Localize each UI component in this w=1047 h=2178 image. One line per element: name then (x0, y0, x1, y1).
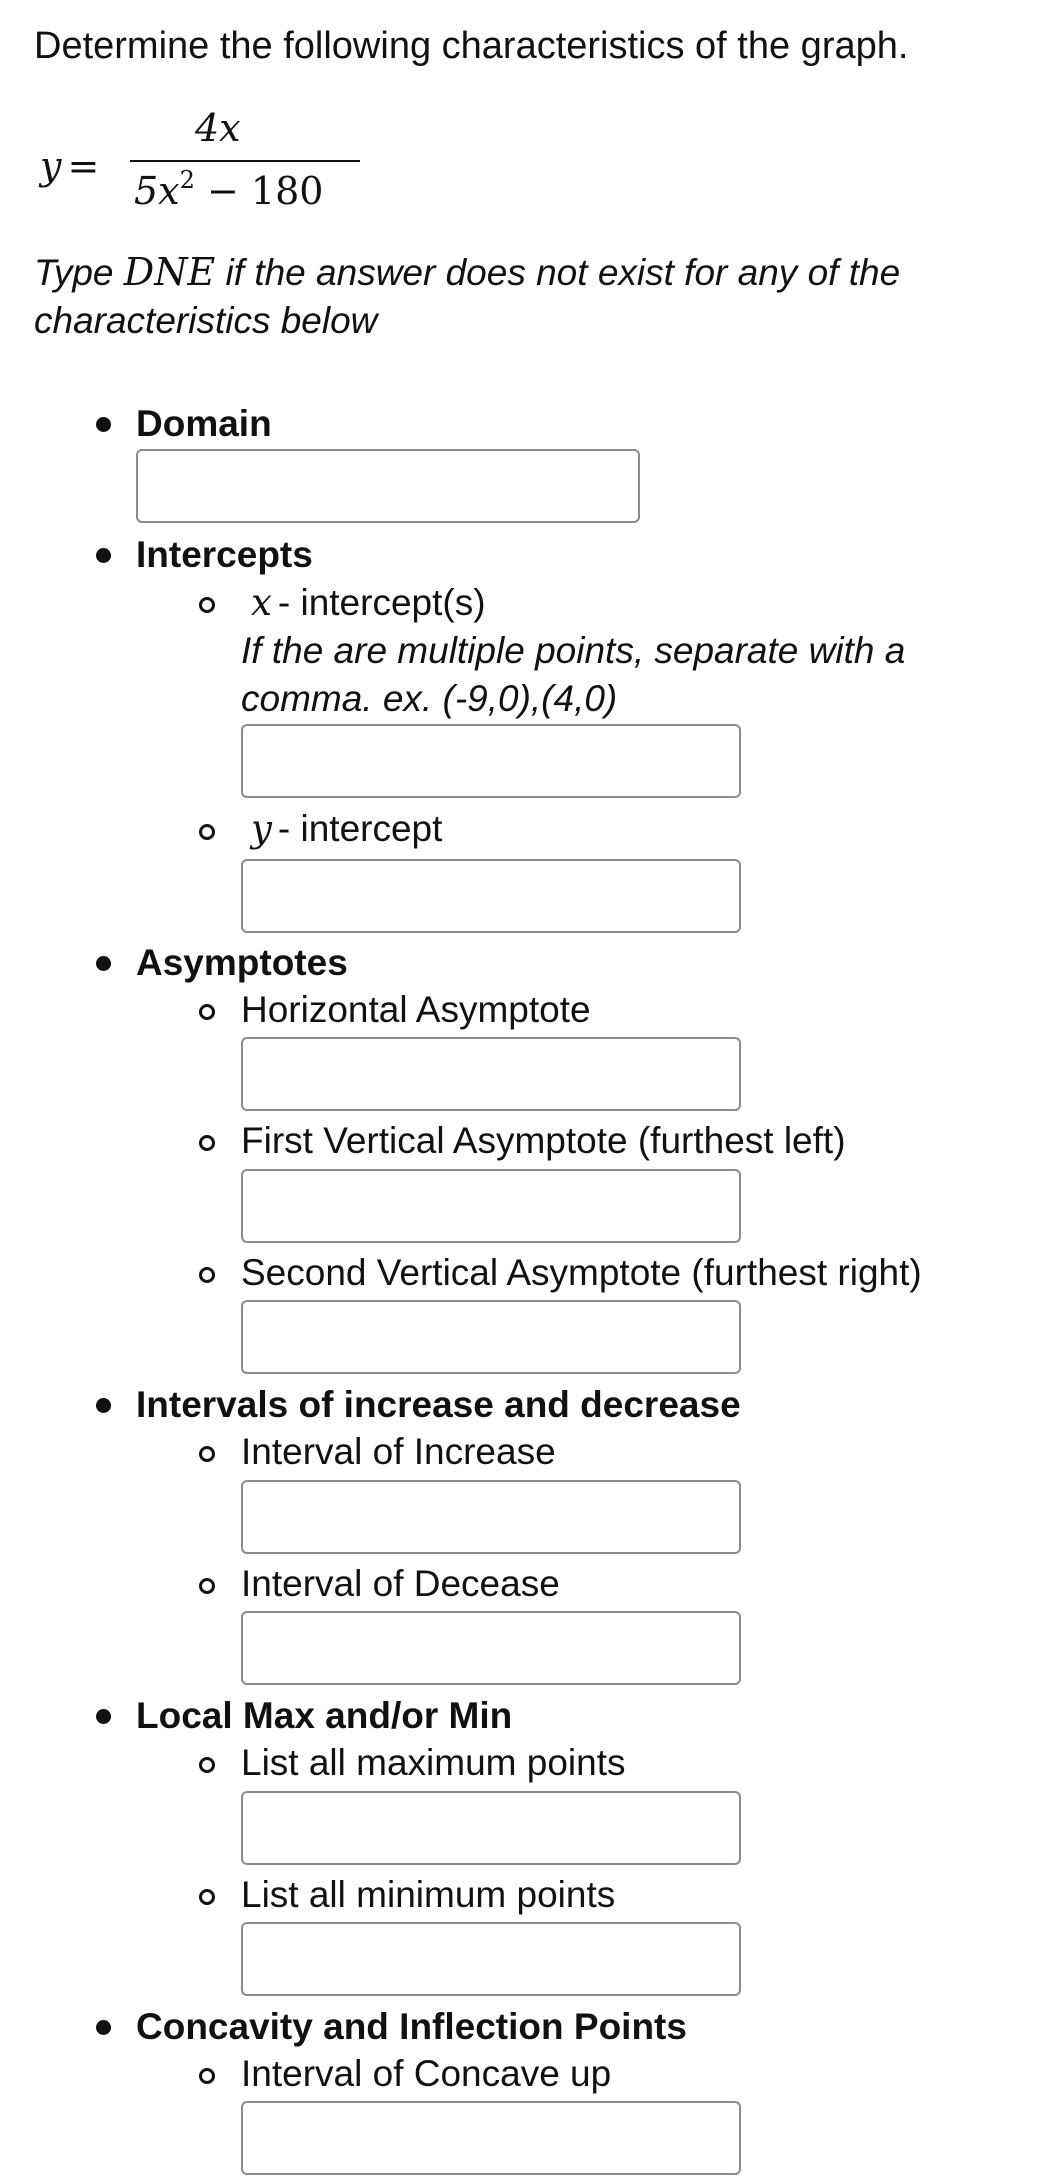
problem-prompt: Determine the following characteristics of the graph. (34, 25, 909, 67)
y-intercept-label-text: - intercept (277, 808, 443, 849)
bullet-intercepts (96, 548, 111, 563)
first-vertical-asymptote-label: First Vertical Asymptote (furthest left) (241, 1120, 846, 1161)
bullet-local-extrema (96, 1709, 111, 1724)
section-title-intercepts: Intercepts (136, 534, 313, 575)
sub-bullet-x-intercept (199, 597, 215, 613)
x-intercept-label-text: - intercept(s) (277, 582, 486, 623)
denominator-base: 5x (134, 169, 180, 213)
bullet-domain (96, 417, 111, 432)
horizontal-asymptote-label: Horizontal Asymptote (241, 989, 591, 1030)
x-variable: x (251, 581, 272, 624)
minimum-points-input[interactable] (241, 1922, 741, 1996)
x-intercept-hint: If the are multiple points, separate with a comma. ex. (-9,0),(4,0) (241, 630, 906, 719)
second-vertical-asymptote-label: Second Vertical Asymptote (furthest right) (241, 1252, 922, 1293)
first-vertical-asymptote-input[interactable] (241, 1169, 741, 1243)
sub-bullet-concave-up (199, 2068, 215, 2084)
maximum-points-label: List all maximum points (241, 1742, 626, 1783)
denominator-exponent: 2 (179, 166, 195, 194)
horizontal-asymptote-input[interactable] (241, 1037, 741, 1111)
maximum-points-input[interactable] (241, 1791, 741, 1865)
sub-bullet-interval-increase (199, 1446, 215, 1462)
dne-instruction-before: Type (34, 252, 124, 293)
second-vertical-asymptote-input[interactable] (241, 1300, 741, 1374)
equation-variable: y (40, 144, 62, 188)
y-intercept-input[interactable] (241, 859, 741, 933)
function-equation (40, 100, 340, 220)
section-title-concavity: Concavity and Inflection Points (136, 2006, 687, 2047)
section-title-asymptotes: Asymptotes (136, 942, 348, 983)
interval-increase-label: Interval of Increase (241, 1431, 556, 1472)
equation-equals: = (67, 144, 100, 188)
equation-lhs (40, 144, 99, 188)
x-intercept-input[interactable] (241, 724, 741, 798)
minimum-points-label: List all minimum points (241, 1874, 616, 1915)
y-intercept-label (241, 806, 442, 852)
dne-keyword: DNE (123, 250, 216, 294)
sub-bullet-y-intercept (199, 824, 215, 840)
interval-increase-input[interactable] (241, 1480, 741, 1554)
sub-bullet-maximum-points (199, 1757, 215, 1773)
sub-bullet-horizontal-asymptote (199, 1004, 215, 1020)
interval-decrease-label: Interval of Decease (241, 1563, 560, 1604)
sub-bullet-first-vertical-asymptote (199, 1135, 215, 1151)
equation-denominator (134, 166, 323, 213)
interval-decrease-input[interactable] (241, 1611, 741, 1685)
domain-input[interactable] (136, 449, 640, 523)
concave-up-input[interactable] (241, 2101, 741, 2175)
bullet-intervals (96, 1398, 111, 1413)
dne-instruction-after: if the answer does not exist for any of the characteristics below (34, 252, 901, 341)
equation-numerator: 4x (195, 106, 241, 150)
bullet-asymptotes (96, 956, 111, 971)
section-title-domain: Domain (136, 403, 272, 444)
section-title-intervals: Intervals of increase and decrease (136, 1384, 741, 1425)
sub-bullet-second-vertical-asymptote (199, 1267, 215, 1283)
bullet-concavity (96, 2020, 111, 2035)
section-title-local-extrema: Local Max and/or Min (136, 1695, 513, 1736)
dne-instruction (34, 248, 994, 345)
concave-up-label: Interval of Concave up (241, 2053, 612, 2094)
denominator-rest: − 180 (194, 169, 324, 213)
sub-bullet-interval-decrease (199, 1578, 215, 1594)
x-intercept-label (241, 580, 486, 626)
fraction-bar (130, 160, 360, 162)
sub-bullet-minimum-points (199, 1889, 215, 1905)
y-variable: y (251, 807, 272, 850)
